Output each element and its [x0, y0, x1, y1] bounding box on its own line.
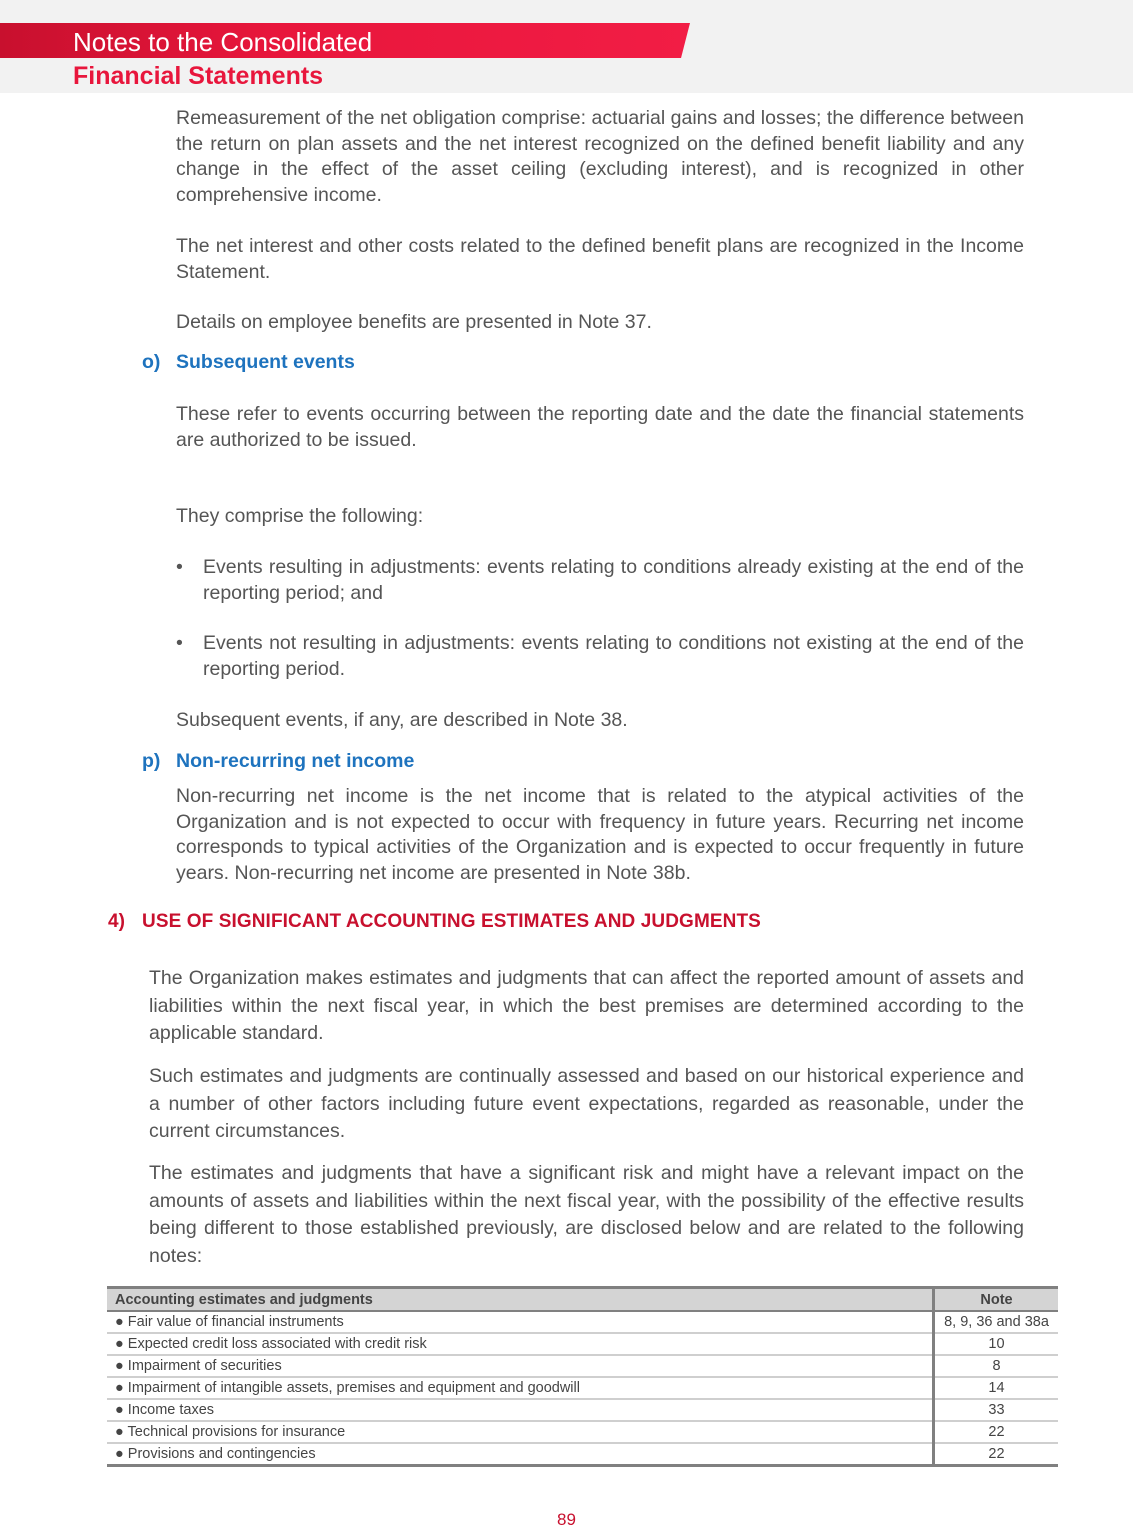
row-note: 14 [934, 1377, 1059, 1399]
row-note: 22 [934, 1443, 1059, 1466]
section-o-letter: o) [142, 351, 161, 373]
row-item: ● Expected credit loss associated with credit risk [107, 1333, 934, 1355]
table-row [107, 1333, 1058, 1355]
details-paragraph: Details on employee benefits are presented in Note 37. [176, 311, 652, 333]
page-title-line1: Notes to the Consolidated [73, 27, 373, 57]
subsequent-events-closing: Subsequent events, if any, are described in Note 38. [176, 709, 628, 731]
row-item: ● Provisions and contingencies [115, 1446, 316, 1462]
row-note: 10 [934, 1333, 1059, 1355]
table-row [107, 1421, 1058, 1443]
row-note: 8, 9, 36 and 38a [934, 1311, 1059, 1333]
section-p-letter: p) [142, 750, 161, 772]
row-item: ● Technical provisions for insurance [107, 1421, 934, 1443]
estimates-table [107, 1286, 1058, 1467]
table-row [107, 1399, 1058, 1421]
list-item-text: Events resulting in adjustments: events relating to conditions already existing at the end of the reporting period; and [203, 556, 1024, 604]
estimates-paragraph-1: The Organization makes estimates and judgments that can affect the reported amount of assets and liabilities within the next fiscal year, in which the best premises are determined according to the applicable standard. [149, 967, 1024, 1044]
row-item: ● Impairment of intangible assets, premises and equipment and goodwill [107, 1377, 934, 1399]
row-item: ● Impairment of securities [107, 1355, 934, 1377]
table-header-row [107, 1288, 1058, 1312]
comprise-paragraph: They comprise the following: [176, 505, 424, 527]
bullet-icon: • [176, 632, 183, 654]
page-title-line2: Financial Statements [73, 62, 324, 90]
section-o-title: Subsequent events [176, 351, 355, 373]
list-item [176, 631, 1024, 682]
net-interest-paragraph: The net interest and other costs related to the defined benefit plans are recognized in the Income Statement. [176, 235, 1024, 283]
row-note: 8 [934, 1355, 1059, 1377]
column-header-item: Accounting estimates and judgments [107, 1288, 934, 1312]
remeasurement-paragraph: Remeasurement of the net obligation comprise: actuarial gains and losses; the difference between the return on plan assets and the net interest recognized on the defined benefit liability and any change in the effect of the asset ceiling (excluding interest), and is recognized in other comprehensive income. [176, 107, 1024, 206]
table-row [107, 1311, 1058, 1333]
estimates-paragraph-2: Such estimates and judgments are continually assessed and based on our historical experience and a number of other factors including future event expectations, regarded as reasonable, under the current circumstances. [149, 1065, 1024, 1142]
row-item: ● Income taxes [107, 1399, 934, 1421]
table-row [107, 1355, 1058, 1377]
table-row [107, 1443, 1058, 1466]
section-4-heading [108, 911, 761, 933]
row-note: 33 [934, 1399, 1059, 1421]
page-number: 89 [557, 1510, 576, 1529]
table-row [107, 1377, 1058, 1399]
bullet-icon: • [176, 556, 183, 578]
column-header-note: Note [934, 1288, 1059, 1312]
list-item [176, 555, 1024, 606]
section-p-heading [142, 750, 414, 773]
section-4-title: USE OF SIGNIFICANT ACCOUNTING ESTIMATES AND JUDGMENTS [142, 911, 761, 932]
non-recurring-paragraph: Non-recurring net income is the net income that is related to the atypical activities of the Organization and is not expected to occur with frequency in future years. Recurring net income corresponds to typical activities of the Organization and is expected to occur frequently in future years. Non-recurring net income are presented in Note 38b. [176, 785, 1024, 884]
row-note: 22 [934, 1421, 1059, 1443]
estimates-paragraph-3: The estimates and judgments that have a significant risk and might have a relevant impact on the amounts of assets and liabilities within the next fiscal year, with the possibility of the effective results being different to those established previously, are disclosed below and are related to the following notes: [149, 1162, 1024, 1267]
row-item: ● Fair value of financial instruments [107, 1311, 934, 1333]
subsequent-events-intro: These refer to events occurring between the reporting date and the date the financial statements are authorized to be issued. [176, 403, 1024, 451]
section-o-heading [142, 351, 355, 374]
list-item-text: Events not resulting in adjustments: events relating to conditions not existing at the end of the reporting period. [203, 632, 1024, 680]
section-p-title: Non-recurring net income [176, 750, 415, 772]
section-4-number: 4) [108, 911, 126, 932]
